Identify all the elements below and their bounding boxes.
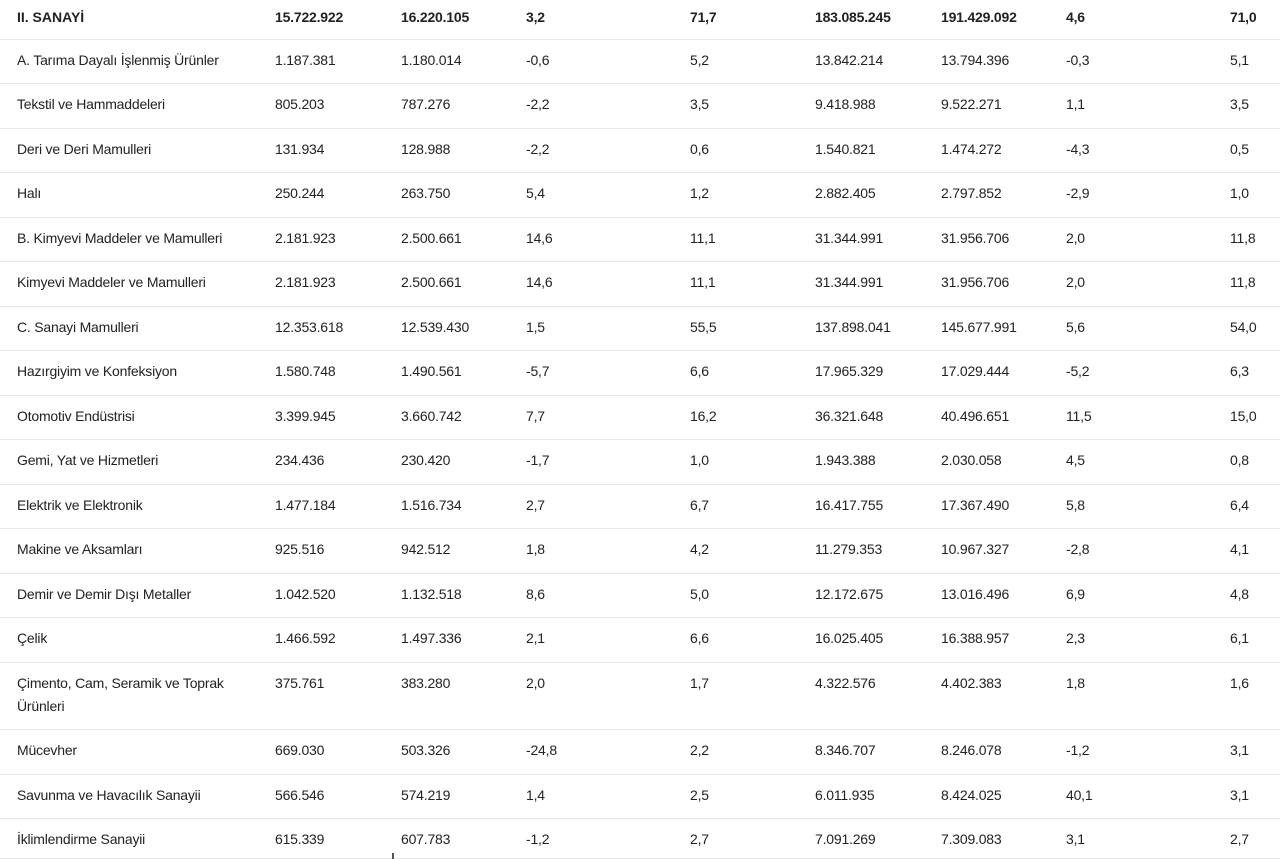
value-col-7: 3,1: [1066, 831, 1085, 847]
value-col-3: -1,7: [526, 452, 550, 468]
value-col-3: 1,5: [526, 319, 545, 335]
value-col-6: 191.429.092: [941, 9, 1017, 25]
value-col-5: 6.011.935: [815, 787, 875, 803]
row-label: Demir ve Demir Dışı Metaller: [17, 586, 192, 602]
value-col-6: 145.677.991: [941, 319, 1017, 335]
value-col-5: 1.540.821: [815, 141, 876, 157]
value-col-1: 250.244: [275, 185, 325, 201]
value-col-3: -0,6: [526, 52, 550, 68]
table-row: [0, 129, 1280, 173]
value-col-8: 3,1: [1230, 742, 1249, 758]
value-col-6: 13.016.496: [941, 586, 1010, 602]
value-col-4: 16,2: [690, 408, 717, 424]
table-row: [0, 307, 1280, 351]
table-row: [0, 819, 1280, 859]
row-label: Makine ve Aksamları: [17, 541, 143, 557]
value-col-5: 11.279.353: [815, 541, 883, 557]
value-col-3: 3,2: [526, 9, 545, 25]
value-col-7: 5,8: [1066, 497, 1085, 513]
value-col-7: 2,0: [1066, 274, 1085, 290]
value-col-5: 16.025.405: [815, 630, 884, 646]
row-label: İklimlendirme Sanayii: [17, 831, 146, 847]
value-col-2: 383.280: [401, 675, 451, 691]
value-col-2: 1.516.734: [401, 497, 462, 513]
value-col-8: 0,8: [1230, 452, 1249, 468]
table-row: [0, 775, 1280, 819]
value-col-4: 2,5: [690, 787, 709, 803]
row-label: Elektrik ve Elektronik: [17, 497, 143, 513]
value-col-2: 128.988: [401, 141, 451, 157]
value-col-7: 4,6: [1066, 9, 1085, 25]
value-col-8: 4,1: [1230, 541, 1249, 557]
value-col-6: 8.424.025: [941, 787, 1002, 803]
value-col-1: 805.203: [275, 96, 325, 112]
table-row: [0, 40, 1280, 84]
value-col-6: 10.967.327: [941, 541, 1010, 557]
value-col-4: 5,2: [690, 52, 709, 68]
row-label: Savunma ve Havacılık Sanayii: [17, 787, 201, 803]
value-col-3: -24,8: [526, 742, 557, 758]
value-col-3: 14,6: [526, 230, 553, 246]
value-col-2: 787.276: [401, 96, 451, 112]
table-row: [0, 730, 1280, 775]
value-col-5: 137.898.041: [815, 319, 891, 335]
value-col-6: 4.402.383: [941, 675, 1002, 691]
value-col-7: 1,8: [1066, 675, 1085, 691]
value-col-6: 7.309.083: [941, 831, 1002, 847]
value-col-2: 16.220.105: [401, 9, 470, 25]
table-row: [0, 485, 1280, 529]
value-col-3: -1,2: [526, 831, 550, 847]
table-row: [0, 262, 1280, 307]
value-col-4: 2,2: [690, 742, 709, 758]
value-col-4: 6,7: [690, 497, 709, 513]
value-col-5: 16.417.755: [815, 497, 884, 513]
value-col-2: 607.783: [401, 831, 451, 847]
value-col-7: 5,6: [1066, 319, 1085, 335]
row-label: Tekstil ve Hammaddeleri: [17, 96, 165, 112]
value-col-5: 36.321.648: [815, 408, 884, 424]
value-col-4: 3,5: [690, 96, 709, 112]
value-col-8: 6,3: [1230, 363, 1249, 379]
table-row: [0, 218, 1280, 262]
value-col-8: 4,8: [1230, 586, 1249, 602]
table-row: [0, 440, 1280, 485]
value-col-1: 1.187.381: [275, 52, 336, 68]
row-label: Çelik: [17, 630, 48, 646]
row-label: A. Tarıma Dayalı İşlenmiş Ürünler: [17, 52, 219, 68]
value-col-6: 16.388.957: [941, 630, 1010, 646]
value-col-3: -2,2: [526, 141, 550, 157]
value-col-2: 1.180.014: [401, 52, 462, 68]
value-col-6: 2.797.852: [941, 185, 1002, 201]
value-col-2: 1.497.336: [401, 630, 462, 646]
value-col-3: 14,6: [526, 274, 553, 290]
value-col-1: 615.339: [275, 831, 325, 847]
value-col-3: 1,8: [526, 541, 545, 557]
row-label: Hazırgiyim ve Konfeksiyon: [17, 363, 177, 379]
value-col-4: 1,7: [690, 675, 709, 691]
value-col-8: 15,0: [1230, 408, 1257, 424]
value-col-8: 6,1: [1230, 630, 1249, 646]
value-col-1: 669.030: [275, 742, 325, 758]
value-col-5: 7.091.269: [815, 831, 876, 847]
row-label: B. Kimyevi Maddeler ve Mamulleri: [17, 230, 223, 246]
value-col-5: 12.172.675: [815, 586, 884, 602]
row-label: II. SANAYİ: [17, 9, 85, 25]
value-col-8: 71,0: [1230, 9, 1257, 25]
value-col-8: 5,1: [1230, 52, 1249, 68]
value-col-1: 15.722.922: [275, 9, 344, 25]
value-col-8: 1,0: [1230, 185, 1249, 201]
table-row: [0, 173, 1280, 218]
value-col-1: 12.353.618: [275, 319, 344, 335]
value-col-6: 8.246.078: [941, 742, 1002, 758]
value-col-1: 1.466.592: [275, 630, 336, 646]
value-col-2: 1.132.518: [401, 586, 462, 602]
value-col-1: 131.934: [275, 141, 325, 157]
value-col-5: 13.842.214: [815, 52, 884, 68]
value-col-7: -2,9: [1066, 185, 1090, 201]
value-col-4: 5,0: [690, 586, 709, 602]
value-col-3: 8,6: [526, 586, 545, 602]
value-col-2: 1.490.561: [401, 363, 462, 379]
value-col-3: 1,4: [526, 787, 545, 803]
table-row: [0, 84, 1280, 129]
value-col-8: 11,8: [1230, 274, 1256, 290]
row-label: Çimento, Cam, Seramik ve Toprak Ürünleri: [17, 675, 224, 714]
table-row: [0, 0, 1280, 40]
value-col-1: 375.761: [275, 675, 325, 691]
value-col-4: 1,2: [690, 185, 709, 201]
value-col-5: 8.346.707: [815, 742, 876, 758]
value-col-4: 1,0: [690, 452, 709, 468]
value-col-7: 1,1: [1066, 96, 1085, 112]
value-col-1: 3.399.945: [275, 408, 336, 424]
value-col-7: -1,2: [1066, 742, 1090, 758]
value-col-2: 574.219: [401, 787, 451, 803]
value-col-2: 12.539.430: [401, 319, 470, 335]
value-col-2: 2.500.661: [401, 230, 462, 246]
value-col-5: 183.085.245: [815, 9, 891, 25]
value-col-2: 3.660.742: [401, 408, 462, 424]
value-col-3: -2,2: [526, 96, 550, 112]
value-col-4: 6,6: [690, 363, 709, 379]
value-col-1: 2.181.923: [275, 274, 336, 290]
value-col-5: 4.322.576: [815, 675, 876, 691]
value-col-8: 1,6: [1230, 675, 1249, 691]
row-label: Otomotiv Endüstrisi: [17, 408, 135, 424]
value-col-5: 31.344.991: [815, 274, 884, 290]
value-col-4: 55,5: [690, 319, 717, 335]
value-col-7: 2,3: [1066, 630, 1085, 646]
value-col-3: -5,7: [526, 363, 550, 379]
value-col-5: 17.965.329: [815, 363, 884, 379]
value-col-4: 6,6: [690, 630, 709, 646]
value-col-4: 71,7: [690, 9, 717, 25]
value-col-6: 31.956.706: [941, 230, 1010, 246]
value-col-5: 2.882.405: [815, 185, 876, 201]
value-col-8: 3,5: [1230, 96, 1249, 112]
value-col-7: -0,3: [1066, 52, 1090, 68]
value-col-6: 17.367.490: [941, 497, 1010, 513]
value-col-2: 942.512: [401, 541, 451, 557]
value-col-1: 1.580.748: [275, 363, 336, 379]
table-row: [0, 663, 1280, 730]
value-col-6: 17.029.444: [941, 363, 1010, 379]
value-col-6: 2.030.058: [941, 452, 1002, 468]
table-row: [0, 351, 1280, 396]
value-col-3: 5,4: [526, 185, 545, 201]
value-col-1: 925.516: [275, 541, 325, 557]
value-col-1: 234.436: [275, 452, 325, 468]
value-col-7: 6,9: [1066, 586, 1085, 602]
table-row: [0, 529, 1280, 574]
value-col-2: 230.420: [401, 452, 451, 468]
row-label: Deri ve Deri Mamulleri: [17, 141, 152, 157]
value-col-8: 3,1: [1230, 787, 1249, 803]
value-col-8: 0,5: [1230, 141, 1249, 157]
value-col-7: -5,2: [1066, 363, 1090, 379]
value-col-7: 40,1: [1066, 787, 1093, 803]
row-label: C. Sanayi Mamulleri: [17, 319, 139, 335]
table-row: [0, 618, 1280, 663]
value-col-5: 9.418.988: [815, 96, 876, 112]
value-col-6: 40.496.651: [941, 408, 1010, 424]
value-col-3: 7,7: [526, 408, 545, 424]
value-col-1: 1.042.520: [275, 586, 336, 602]
value-col-4: 11,1: [690, 230, 716, 246]
value-col-7: 11,5: [1066, 408, 1092, 424]
row-label: Halı: [17, 185, 42, 201]
value-col-2: 2.500.661: [401, 274, 462, 290]
value-col-7: 4,5: [1066, 452, 1085, 468]
value-col-7: -2,8: [1066, 541, 1090, 557]
value-col-3: 2,1: [526, 630, 545, 646]
row-label: Kimyevi Maddeler ve Mamulleri: [17, 274, 206, 290]
value-col-2: 503.326: [401, 742, 451, 758]
value-col-6: 31.956.706: [941, 274, 1010, 290]
value-col-3: 2,0: [526, 675, 545, 691]
table-row: [0, 396, 1280, 440]
value-col-1: 566.546: [275, 787, 325, 803]
value-col-6: 13.794.396: [941, 52, 1010, 68]
table-row: [0, 574, 1280, 618]
row-label: Gemi, Yat ve Hizmetleri: [17, 452, 159, 468]
value-col-7: -4,3: [1066, 141, 1090, 157]
row-label: Mücevher: [17, 742, 77, 758]
value-col-4: 11,1: [690, 274, 716, 290]
value-col-2: 263.750: [401, 185, 451, 201]
value-col-7: 2,0: [1066, 230, 1085, 246]
value-col-8: 6,4: [1230, 497, 1249, 513]
value-col-4: 2,7: [690, 831, 709, 847]
value-col-8: 11,8: [1230, 230, 1256, 246]
value-col-5: 1.943.388: [815, 452, 876, 468]
value-col-8: 2,7: [1230, 831, 1249, 847]
value-col-5: 31.344.991: [815, 230, 884, 246]
value-col-1: 2.181.923: [275, 230, 336, 246]
value-col-6: 1.474.272: [941, 141, 1002, 157]
value-col-3: 2,7: [526, 497, 545, 513]
value-col-8: 54,0: [1230, 319, 1257, 335]
mouse-cursor: [392, 853, 394, 859]
value-col-4: 4,2: [690, 541, 709, 557]
value-col-4: 0,6: [690, 141, 709, 157]
value-col-6: 9.522.271: [941, 96, 1002, 112]
value-col-1: 1.477.184: [275, 497, 336, 513]
